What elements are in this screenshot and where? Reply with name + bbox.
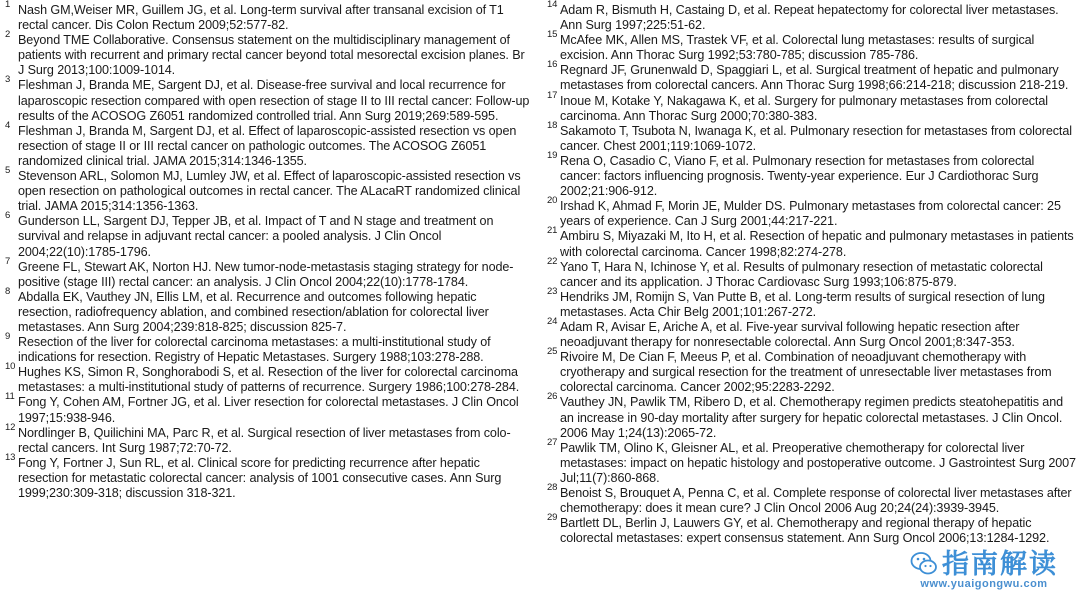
reference-text: Benoist S, Brouquet A, Penna C, et al. Complete response of colorectal liver metastases after chemotherapy: does it mean cure? J Clin Oncol 2006 Aug 20;24(24):3939-3945.: [560, 486, 1072, 516]
reference-item: [547, 0, 1077, 33]
reference-item: [5, 119, 533, 169]
reference-number: 15: [547, 29, 558, 41]
reference-text: Beyond TME Collaborative. Consensus statement on the multidisciplinary management of patients with recurrent and primary rectal cancer beyond total mesorectal excision planes. Br J Surg 2013;100:1009-1014.: [18, 33, 525, 78]
reference-item: [547, 29, 1077, 63]
reference-text: Fleshman J, Branda M, Sargent DJ, et al. Effect of laparoscopic-assisted resection vs open resection of stage II or III rectal cancer on pathologic outcomes. The ACOSOG Z6051 randomized clinical trial. JAMA 2015;314:1346-1355.: [18, 123, 517, 168]
reference-number: 5: [5, 165, 11, 177]
watermark-url: www.yuaigongwu.com: [920, 578, 1048, 590]
reference-number: 19: [547, 149, 558, 161]
reference-number: 17: [547, 89, 558, 101]
reference-item: [5, 361, 533, 395]
reference-item: [547, 59, 1077, 93]
reference-number: 7: [5, 255, 11, 267]
reference-text: Fong Y, Fortner J, Sun RL, et al. Clinical score for predicting recurrence after hepatic resection for metastatic colorectal cancer: analysis of 1001 consecutive cases. Ann Surg 1999;230:309-318; discussion 318-321.: [18, 455, 502, 500]
reference-item: [547, 225, 1077, 259]
reference-item: [5, 391, 533, 425]
reference-text: Adam R, Avisar E, Ariche A, et al. Five-year survival following hepatic resection after neoadjuvant therapy for nonresectable colorectal. Ann Surg Oncol 2001;8:347-353.: [560, 319, 1020, 350]
reference-item: [5, 255, 533, 290]
reference-item: [5, 29, 533, 78]
reference-item: [5, 285, 533, 335]
reference-number: 3: [5, 74, 11, 86]
reference-text: Yano T, Hara N, Ichinose Y, et al. Results of pulmonary resection of metastatic colorectal cancer and its application. J Thorac Cardiovasc Surg 1993;106:875-879.: [560, 259, 1043, 289]
reference-text: Irshad K, Ahmad F, Morin JE, Mulder DS. Pulmonary metastases from colorectal cancer: 25 years of experience. Can J Surg 2001;44:217-221.: [560, 199, 1061, 229]
reference-text: Vauthey JN, Pawlik TM, Ribero D, et al. Chemotherapy regimen predicts steatohepatitis and an increase in 90-day mortality after surgery for hepatic colorectal metastases. J Clin Oncol. 2006 May 1;24(13):2065-72.: [560, 395, 1064, 440]
reference-number: 4: [5, 119, 11, 131]
reference-item: [5, 0, 533, 33]
reference-text: Fong Y, Cohen AM, Fortner JG, et al. Liver resection for colorectal metastases. J Clin Oncol 1997;15:938-946.: [18, 395, 519, 425]
reference-item: [547, 512, 1077, 546]
reference-number: 22: [547, 255, 558, 267]
watermark: [908, 549, 1060, 590]
reference-text: Bartlett DL, Berlin J, Lauwers GY, et al. Chemotherapy and regional therapy of hepatic colorectal metastases: expert consensus statement. Ann Surg Oncol 2006;13:1284-1292.: [560, 516, 1050, 546]
reference-number: 29: [547, 512, 558, 524]
reference-item: [547, 285, 1077, 320]
reference-number: 8: [5, 285, 11, 297]
reference-number: 6: [5, 210, 11, 222]
reference-number: 26: [547, 391, 558, 403]
reference-text: Inoue M, Kotake Y, Nakagawa K, et al. Surgery for pulmonary metastases from colorectal carcinoma. Ann Thorac Surg 2000;70:380-383.: [560, 93, 1048, 123]
reference-text: Gunderson LL, Sargent DJ, Tepper JB, et al. Impact of T and N stage and treatment on survival and relapse in adjuvant rectal cancer: a pooled analysis. J Clin Oncol 2004;22(10):1785-1796.: [18, 214, 494, 259]
reference-text: Stevenson ARL, Solomon MJ, Lumley JW, et al. Effect of laparoscopic-assisted resection vs open resection on pathological outcomes in rectal cancer. The ALacaRT randomized clinical trial. JAMA 2015;314:1356-1363.: [18, 169, 521, 214]
reference-number: 23: [547, 285, 558, 297]
reference-number: 9: [5, 331, 11, 343]
reference-item: [5, 331, 533, 365]
reference-text: Nash GM,Weiser MR, Guillem JG, et al. Long-term survival after transanal excision of T1 rectal cancer. Dis Colon Rectum 2009;52:577-82.: [18, 3, 504, 33]
reference-number: 28: [547, 482, 558, 493]
reference-item: [547, 119, 1077, 154]
reference-number: 20: [547, 195, 558, 207]
reference-item: [547, 315, 1077, 350]
reference-number: 2: [5, 29, 11, 41]
reference-text: Rivoire M, De Cian F, Meeus P, et al. Combination of neoadjuvant chemotherapy with cryotherapy and surgical resection for the treatment of unresectable liver metastases from colorectal carcinoma. Cancer 2002;95:2283-2292.: [560, 350, 1052, 395]
reference-number: 27: [547, 436, 558, 448]
reference-item: [547, 482, 1077, 516]
reference-item: [5, 210, 533, 259]
reference-text: Hendriks JM, Romijn S, Van Putte B, et al. Long-term results of surgical resection of lung metastases. Acta Chir Belg 2001;101:267-272.: [560, 289, 1045, 319]
reference-text: Rena O, Casadio C, Viano F, et al. Pulmonary resection for metastases from colorectal cancer: factors influencing prognosis. Twenty-year experience. Eur J Cardiothorac Surg 2002;21:906-912.: [560, 153, 1039, 199]
reference-text: Resection of the liver for colorectal carcinoma metastases: a multi-institutional study of indications for resection. Registry of Hepatic Metastases. Surgery 1988;103:278-288.: [18, 335, 491, 365]
reference-text: Fleshman J, Branda ME, Sargent DJ, et al. Disease-free survival and local recurrence for laparoscopic resection compared with open resection of stage II to III rectal cancer: Follow-up results of the ACOSOG Z6051 randomized controlled trial. Ann Surg 2019;269:589-595.: [18, 78, 530, 123]
reference-item: [547, 149, 1077, 199]
reference-text: Sakamoto T, Tsubota N, Iwanaga K, et al. Pulmonary resection for metastases from colorectal cancer. Chest 2001;119:1069-1072.: [560, 123, 1072, 153]
reference-item: [547, 195, 1077, 229]
reference-number: 16: [547, 59, 558, 71]
reference-item: [5, 165, 533, 214]
reference-number: 24: [547, 315, 558, 327]
reference-text: Ambiru S, Miyazaki M, Ito H, et al. Resection of hepatic and pulmonary metastases in patients with colorectal carcinoma. Cancer 1998;82:274-278.: [560, 229, 1074, 259]
reference-item: [5, 74, 533, 123]
reference-text: Pawlik TM, Olino K, Gleisner AL, et al. Preoperative chemotherapy for colorectal liver metastases: impact on hepatic histology and postoperative outcome. J Gastrointest Surg 2007 Jul;11(7):860-868.: [560, 440, 1076, 485]
wechat-icon: [910, 550, 938, 578]
reference-text: Abdalla EK, Vauthey JN, Ellis LM, et al. Recurrence and outcomes following hepatic resection, radiofrequency ablation, and combined resection/ablation for colorectal liver metastases. Ann Surg 2004;239:818-825; discussion 825-7.: [18, 289, 489, 334]
reference-number: 11: [5, 391, 15, 403]
references-left-column: [5, 0, 533, 501]
reference-number: 14: [547, 0, 558, 10]
reference-item: [547, 346, 1077, 395]
watermark-title: 指南解读: [942, 549, 1058, 579]
reference-number: 25: [547, 346, 558, 358]
reference-number: 10: [5, 361, 16, 373]
reference-text: Adam R, Bismuth H, Castaing D, et al. Repeat hepatectomy for colorectal liver metastases. Ann Surg 1997;225:51-62.: [560, 3, 1059, 33]
reference-text: Regnard JF, Grunenwald D, Spaggiari L, et al. Surgical treatment of hepatic and pulmonary metastases from colorectal cancers. Ann Thorac Surg 1998;66:214-218; discussion 218-219.: [560, 63, 1069, 93]
reference-text: Nordlinger B, Quilichini MA, Parc R, et al. Surgical resection of liver metastases from colo-rectal cancers. Int Surg 1987;72:70-72.: [18, 425, 511, 455]
reference-number: 13: [5, 451, 16, 463]
reference-text: Hughes KS, Simon R, Songhorabodi S, et al. Resection of the liver for colorectal carcinoma metastases: a multi-institutional study of patterns of recurrence. Surgery 1986;100:278-284.: [18, 365, 520, 395]
reference-item: [547, 255, 1077, 290]
reference-text: McAfee MK, Allen MS, Trastek VF, et al. Colorectal lung metastases: results of surgical excision. Ann Thorac Surg 1992;53:780-785; discussion 785-786.: [560, 33, 1035, 63]
reference-number: 12: [5, 421, 16, 433]
reference-item: [547, 391, 1077, 440]
references-right-column: [547, 0, 1077, 546]
reference-number: 21: [547, 225, 558, 237]
reference-item: [547, 89, 1077, 124]
watermark-header: [910, 549, 1058, 579]
reference-item: [547, 436, 1077, 486]
reference-item: [5, 451, 533, 501]
reference-text: Greene FL, Stewart AK, Norton HJ. New tumor-node-metastasis staging strategy for node-positive (stage III) rectal cancer: an analysis. J Clin Oncol 2004;22(10):1778-1784.: [18, 259, 514, 289]
reference-number: 1: [5, 0, 11, 10]
reference-item: [5, 421, 533, 456]
reference-number: 18: [547, 119, 558, 131]
